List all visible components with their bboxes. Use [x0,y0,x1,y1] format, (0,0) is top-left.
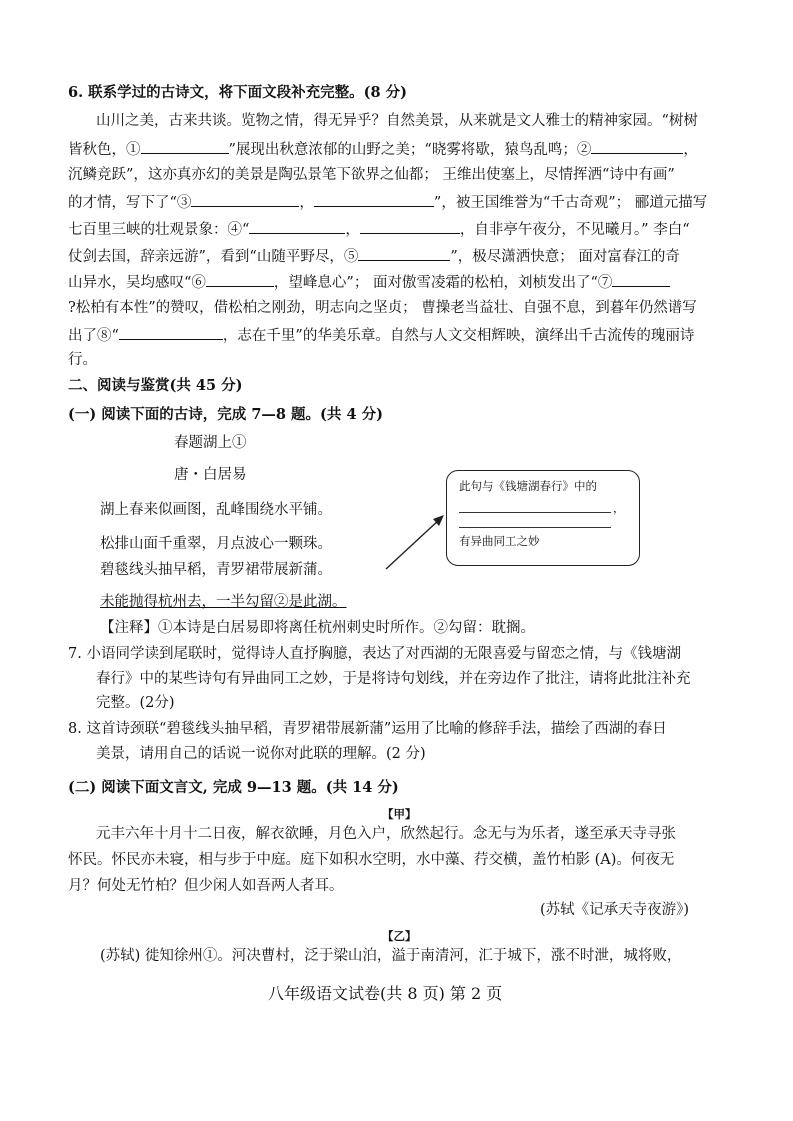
poem-note: 【注释】①本诗是白居易即将离任杭州刺史时所作。②勾留：耽搁。 [100,620,535,636]
answer-blank-6[interactable] [206,271,274,287]
q8-line-1: 8. 这首诗颈联“碧毯线头抽早稻，青罗裙带展新蒲”运用了比喻的修辞手法，描绘了西湖的春日 [68,721,667,737]
q7-line-2: 春行》中的某些诗句有异曲同工之妙，于是将诗句划线，并在旁边作了批注，请将此批注补充 [96,671,691,687]
answer-blank-5[interactable] [358,245,450,261]
poem-title: 春题湖上① [174,435,247,451]
answer-blank-3a[interactable] [191,191,299,207]
q6-line-2 [68,138,698,160]
q6-line-3: 沉鳞竞跃”，这亦真亦幻的美景是陶弘景笔下欲界之仙都； 王维出使塞上，尽情挥洒“诗中有画” [68,167,675,183]
poem-line-2: 松排山面千重翠，月点波心一颗珠。 [100,536,332,552]
q6-heading: 6. 联系学过的古诗文，将下面文段补充完整。(8 分) [68,84,408,101]
q6-line-1: 山川之美，古来共谈。览物之情，得无异乎？自然美景，从来就是文人雅士的精神家园。“树树 [96,113,698,129]
q6-line-8: ?松柏有本性”的赞叹，借松柏之刚劲，明志向之坚贞； 曹操老当益壮、自强不息，到暮年仍然谱写 [68,300,697,316]
q6-line-5a: 七百里三峡的壮观景象：④“ [68,222,250,238]
poem-line-4-underlined: 未能抛得杭州去，一半勾留②是此湖。 [100,594,347,610]
callout-arrow-icon [380,505,450,575]
jia-source: (苏轼《记承天寺夜游》) [540,902,690,918]
answer-blank-1[interactable] [141,138,229,154]
q6-line-2c: ， [683,142,698,158]
q7-line-1: 7. 小语同学读到尾联时，觉得诗人直抒胸臆，表达了对西湖的无限喜爱与留恋之情，与《钱塘湖 [68,646,681,662]
passage-yi-label: 【乙】 [382,929,417,943]
answer-blank-8[interactable] [119,324,223,340]
q6-line-6a: 仗剑去国，辞亲远游”，看到“山随平野尽，⑤ [68,249,359,265]
section-2-heading: 二、阅读与鉴赏(共 45 分) [68,377,243,394]
q6-line-9a: 出了⑧“ [68,328,119,344]
q6-line-6 [68,245,680,267]
callout-comma: ， [613,501,625,515]
q6-line-2a: 皆秋色，① [68,142,141,158]
q6-line-9b: ，志在千里”的华美乐章。自然与人文交相辉映，演绎出千古流传的瑰丽诗 [222,328,695,344]
answer-blank-2[interactable] [591,138,683,154]
q6-line-9 [68,324,694,346]
answer-blank-3b[interactable] [314,191,434,207]
q6-line-10: 行。 [68,352,97,368]
answer-blank-4b[interactable] [360,218,460,234]
page-footer: 八年级语文试卷(共 8 页) 第 2 页 [268,984,503,1003]
q6-line-4 [68,191,707,213]
poem-author: 唐・白居易 [174,467,247,483]
callout-answer-line-1[interactable] [459,512,611,513]
q8-line-2: 美景，请用自己的话说一说你对此联的理解。(2 分) [96,746,426,762]
q6-line-7a: 山异水，吴均感叹“⑥ [68,275,206,291]
q6-line-7b: ，望峰息心”； 面对傲雪凌霜的松柏，刘桢发出了“⑦ [273,275,613,291]
q6-line-5c: ，自非亭午夜分，不见曦月。” 李白“ [459,222,690,238]
callout-bottom-text: 有异曲同工之妙 [459,534,540,548]
poem-line-3: 碧毯线头抽早稻，青罗裙带展新蒲。 [100,562,332,578]
callout-answer-line-2[interactable] [459,527,611,528]
q6-line-6b: ”，极尽潇洒快意； 面对富春江的奇 [450,249,680,265]
passage-jia-label: 【甲】 [382,807,417,821]
q6-line-4b: ， [299,195,314,211]
q6-line-5 [68,218,690,240]
q6-line-4c: ”，被王国维誉为“千古奇观”； 郦道元描写 [433,195,708,211]
jia-line-2: 怀民。怀民亦未寝，相与步于中庭。庭下如积水空明，水中藻、荇交横，盖竹柏影 (A)。何夜无 [68,852,675,868]
q6-line-2b: ”展现出秋意浓郁的山野之美；“晓雾将歇，猿鸟乱鸣；② [228,142,592,158]
yi-line-1: (苏轼) 徙知徐州①。河决曹村，泛于梁山泊，溢于南清河，汇于城下，涨不时泄，城将败， [100,948,682,964]
jia-line-1: 元丰六年十月十二日夜，解衣欲睡，月色入户，欣然起行。念无与为乐者，遂至承天寺寻张 [96,826,676,842]
answer-blank-4a[interactable] [249,218,345,234]
jia-line-3: 月？何处无竹柏？但少闲人如吾两人者耳。 [68,878,344,894]
q7-line-3: 完整。(2分) [96,695,175,711]
subsection-1-heading: (一) 阅读下面的古诗，完成 7—8 题。(共 4 分) [68,406,383,423]
callout-top-text: 此句与《钱塘湖春行》中的 [459,479,597,493]
q6-line-5b: ， [345,222,360,238]
subsection-2-heading: (二) 阅读下面文言文, 完成 9—13 题。(共 14 分) [68,779,399,796]
annotation-callout-box [446,470,640,566]
q6-line-4a: 的才情，写下了“③ [68,195,192,211]
poem-line-1: 湖上春来似画图，乱峰围绕水平铺。 [100,502,332,518]
q6-line-7 [68,271,670,293]
answer-blank-7[interactable] [612,271,670,287]
